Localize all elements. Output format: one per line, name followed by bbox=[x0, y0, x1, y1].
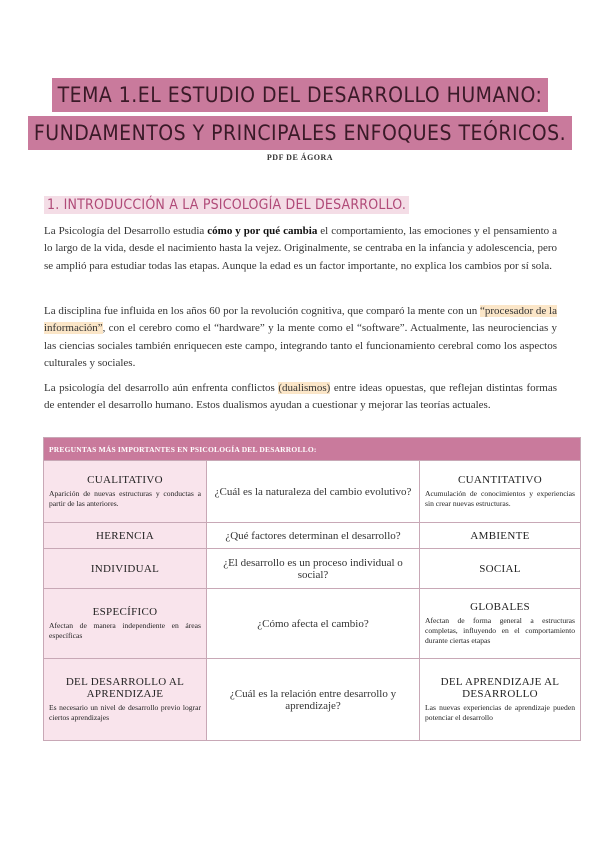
questions-table bbox=[43, 437, 581, 741]
left-desc: Afectan de manera independiente en áreas específicas bbox=[49, 621, 201, 640]
question-cell: ¿El desarrollo es un proceso individual o social? bbox=[207, 549, 420, 589]
right-label: SOCIAL bbox=[420, 549, 581, 589]
question-cell: ¿Cuál es la naturaleza del cambio evolutivo? bbox=[207, 461, 420, 523]
paragraph-1: La Psicología del Desarrollo estudia cómo y por qué cambia el comportamiento, las emociones y el pensamiento a lo largo de la vida, desde el nacimiento hasta la vejez. Originalmente, se centraba en la infancia y adolescencia, pero se amplió para estudiar todas las etapas. Aunque la edad es un factor importante, no explica los cambios por sí sola. bbox=[44, 225, 557, 272]
right-cell bbox=[420, 589, 581, 659]
title-line-2: FUNDAMENTOS Y PRINCIPALES ENFOQUES TEÓRICOS. bbox=[28, 116, 572, 150]
section-heading: 1. INTRODUCCIÓN A LA PSICOLOGÍA DEL DESARROLLO. bbox=[44, 196, 409, 214]
question-cell: ¿Cómo afecta el cambio? bbox=[207, 589, 420, 659]
left-label: HERENCIA bbox=[44, 523, 207, 549]
left-label: ESPECÍFICO bbox=[92, 606, 158, 618]
left-desc: Es necesario un nivel de desarrollo previo lograr ciertos aprendizajes bbox=[49, 703, 201, 722]
question-cell: ¿Cuál es la relación entre desarrollo y aprendizaje? bbox=[207, 659, 420, 741]
left-cell bbox=[44, 659, 207, 741]
document-title bbox=[0, 76, 600, 152]
right-label: DEL APRENDIZAJE AL DESARROLLO bbox=[440, 676, 560, 700]
right-desc: Las nuevas experiencias de aprendizaje pueden potenciar el desarrollo bbox=[425, 703, 575, 722]
paragraph-3: La psicología del desarrollo aún enfrenta conflictos (dualismos) entre ideas opuestas, que reflejan distintas formas de entender el desarrollo humano. Estos dualismos ayudan a cuestionar y mejorar las teorías actuales. bbox=[44, 382, 558, 412]
table-header-row bbox=[44, 438, 581, 461]
emphasis-text: cómo y por qué cambia bbox=[207, 225, 318, 237]
table-row bbox=[44, 659, 581, 741]
table-header: PREGUNTAS MÁS IMPORTANTES EN PSICOLOGÍA DEL DESARROLLO: bbox=[44, 438, 581, 461]
right-desc: Acumulación de conocimientos y experiencias sin crear nuevas estructuras. bbox=[425, 489, 575, 508]
source-label: PDF DE ÁGORA bbox=[266, 153, 334, 162]
left-label: INDIVIDUAL bbox=[44, 549, 207, 589]
right-desc: Afectan de forma general a estructuras completas, influyendo en el comportamiento durante ciertas etapas bbox=[425, 616, 575, 645]
highlight-text: (dualismos) bbox=[278, 382, 331, 394]
right-label: GLOBALES bbox=[470, 601, 530, 613]
table-row bbox=[44, 549, 581, 589]
right-cell bbox=[420, 461, 581, 523]
left-cell bbox=[44, 589, 207, 659]
title-line-1: TEMA 1.EL ESTUDIO DEL DESARROLLO HUMANO: bbox=[52, 78, 549, 112]
table-row bbox=[44, 589, 581, 659]
left-desc: Aparición de nuevas estructuras y conductas a partir de las anteriores. bbox=[49, 489, 201, 508]
paragraph-2: La disciplina fue influida en los años 60 por la revolución cognitiva, que comparó la mente con un “procesador de la información”, con el cerebro como el “hardware” y la mente como el “software”. Actualmente, las neurociencias y las ciencias sociales también enriquecen este campo, integrando tanto el funcionamiento cerebral como los aspectos culturales y sociales. bbox=[44, 305, 557, 369]
left-label: DEL DESARROLLO AL APRENDIZAJE bbox=[65, 676, 185, 700]
left-cell bbox=[44, 461, 207, 523]
table-row bbox=[44, 461, 581, 523]
right-label: CUANTITATIVO bbox=[458, 474, 542, 486]
left-label: CUALITATIVO bbox=[87, 474, 163, 486]
table-row bbox=[44, 523, 581, 549]
highlight-text: “procesador de la información” bbox=[44, 305, 557, 335]
question-cell: ¿Qué factores determinan el desarrollo? bbox=[207, 523, 420, 549]
right-label: AMBIENTE bbox=[420, 523, 581, 549]
right-cell bbox=[420, 659, 581, 741]
